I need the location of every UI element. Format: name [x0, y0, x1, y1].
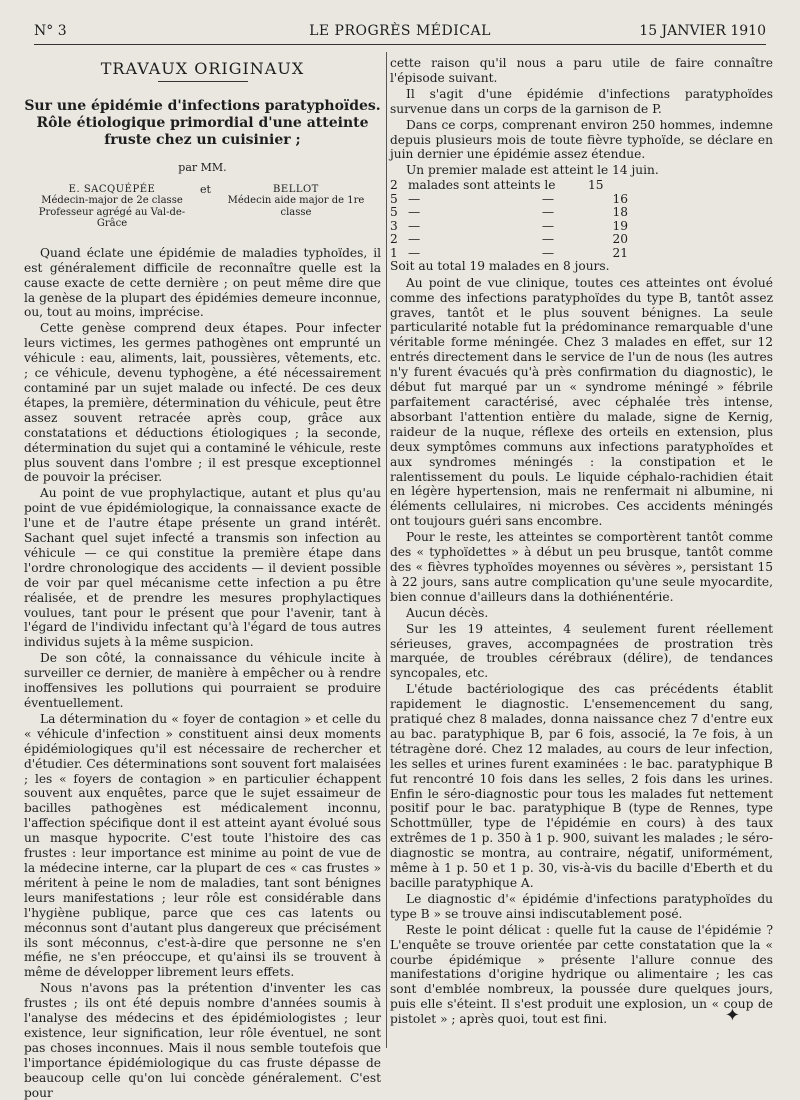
case-day: 20: [612, 232, 628, 247]
case-row: [390, 220, 773, 234]
paragraph: Quand éclate une épidémie de maladies typhoïdes, il est généralement difficile de reconnaître quelle est la cause exacte de cette dernière ; on peut même dire que la genèse de la plupart des épidémies demeure inconnue, ou, tout au moins, imprécise.: [24, 245, 381, 320]
case-text: malades sont atteints le: [408, 178, 556, 193]
column-divider: [386, 52, 387, 1048]
paragraph: Aucun décès.: [406, 605, 489, 620]
case-count: 2: [390, 178, 398, 193]
paragraph: Le diagnostic d'« épidémie d'infections paratyphoïdes du type B » se trouve ainsi indiscutablement posé.: [390, 891, 773, 921]
case-dash: —: [541, 218, 555, 233]
case-row: [390, 247, 773, 261]
case-row: [390, 193, 773, 207]
end-ornament-icon: ✦: [724, 1005, 740, 1026]
case-day: 18: [612, 205, 628, 220]
case-row: [390, 179, 773, 193]
case-dash: —: [408, 191, 421, 206]
paragraph: Nous n'avons pas la prétention d'inventer les cas frustes ; ils ont été depuis nombre d'années soumis à l'analyse des médecins et des épidémiologistes ; leur existence, leur signification, leur rôle éventuel, ne sont pas choses inconnues. Mais il nous semble toutefois que l'importance épidémiologique du cas fruste dépasse de beaucoup celle qu'on lui concède généralement. C'est pour: [24, 981, 381, 1100]
author-name: E. SACQUÉPÉE: [68, 183, 156, 195]
paragraph: De son côté, la connaissance du véhicule incite à surveiller ce dernier, de manière à empêcher ou à rendre inoffensives les pollutions qui pourraient se produire éventuellement.: [24, 651, 381, 710]
paragraph: Un premier malade est atteint le 14 juin.: [406, 163, 659, 178]
author-name: BELLOT: [273, 183, 319, 195]
journal-title: LE PROGRÈS MÉDICAL: [309, 23, 491, 39]
paragraph: Au point de vue prophylactique, autant et plus qu'au point de vue épidémiologique, la connaissance exacte de l'une et de l'autre étape présente un grand intérêt. Sachant quel sujet infecté a transmis son infection au véhicule — ce qui constitue la première étape dans l'ordre chronologique des accidents — il devient possible de voir par quel mécanisme cette infection a pu être réalisée, et de prendre les mesures prophylactiques voulues, tant pour le présent que pour l'avenir, tant à l'égard de l'individu infectant qu'à l'égard de tous autres individus sujets à la même suspicion.: [24, 486, 381, 650]
author-title: Professeur agrégé au Val-de-Grâce: [38, 206, 186, 230]
author-rank: Médecin aide major de 1re classe: [227, 195, 365, 218]
authors: [24, 184, 381, 230]
case-dash: —: [541, 191, 555, 206]
issue-number: N° 3: [34, 23, 67, 39]
case-row: [390, 233, 773, 247]
running-header: [34, 18, 766, 45]
case-dash: —: [408, 205, 421, 220]
case-dash: —: [541, 245, 555, 260]
section-title: TRAVAUX ORIGINAUX: [100, 59, 305, 78]
paragraph: Sur les 19 atteintes, 4 seulement furent réellement sérieuses, graves, accompagnées de prostration très marquée, de troubles cérébraux (délire), de tendances syncopales, etc.: [390, 621, 773, 681]
paragraph: Pour le reste, les atteintes se comportèrent tantôt comme des « typhoïdettes » à début un peu brusque, tantôt comme des « fièvres typhoïdes moyennes ou sévères », persistant 15 à 22 jours, sans autre complication qu'une seule myocardite, bien connue d'ailleurs dans la dothiénentérie.: [390, 530, 773, 604]
case-row: [390, 206, 773, 220]
case-count: 5: [390, 191, 398, 206]
author-sacquepee: [24, 184, 200, 230]
paragraph-continuation: cette raison qu'il nous a paru utile de faire connaître l'épisode suivant.: [390, 56, 773, 85]
paragraph: Cette genèse comprend deux étapes. Pour infecter leurs victimes, les germes pathogènes ont emprunté un véhicule : eau, aliments, lait, poussières, vêtements, etc. ; ce véhicule, devenu typhogène, a été nécessairement contaminé par un sujet malade ou infecté. De ces deux étapes, la première, détermination du véhicule, peut être assez souvent retracée après coup, grâce aux constatations et déductions étiologiques ; la seconde, détermination du sujet qui a contaminé le véhicule, reste plus souvent dans l'ombre ; il est presque exceptionnel de pouvoir la préciser.: [24, 321, 381, 485]
title-rule: [158, 81, 248, 82]
paragraph: L'étude bactériologique des cas précédents établit rapidement le diagnostic. L'ensemencement du sang, pratiqué chez 8 malades, donna naissance chez 7 d'entre eux au bac. paratyphique B, par 6 fois, associé, la 7e fois, à un tétragène doré. Chez 12 malades, au cours de leur infection, les selles et urines furent examinées : le bac. paratyphique B fut rencontré 10 fois dans les selles, 2 fois dans les urines. Enfin le séro-diagnostic pour tous les malades fut nettement positif pour le bac. paratyphique B (type de Rennes, type Schottmüller, type de l'épidémie en cours) à des taux extrêmes de 1 p. 350 à 1 p. 900, suivant les malades ; le séro-diagnostic se montra, au contraire, négatif, uniformément, même à 1 p. 50 et 1 p. 30, vis-à-vis du bacille d'Eberth et du bacille paratyphique A.: [390, 682, 773, 890]
case-day: 19: [612, 218, 628, 233]
byline: par MM.: [178, 160, 227, 174]
case-count: 3: [390, 218, 398, 233]
left-column: [24, 56, 381, 1100]
paragraph: Dans ce corps, comprenant environ 250 hommes, indemne depuis plusieurs mois de toute fièvre typhoïde, se déclare en juin dernier une épidémie assez étendue.: [390, 117, 773, 162]
case-dash: —: [408, 232, 421, 247]
case-day: 21: [612, 245, 628, 260]
author-bellot: [211, 184, 381, 230]
case-dash: —: [541, 232, 555, 247]
article-title: [24, 98, 381, 149]
case-day: 16: [612, 191, 628, 206]
paragraph: Il s'agit d'une épidémie d'infections paratyphoïdes survenue dans un corps de la garnison de P.: [390, 86, 773, 116]
author-separator: et: [199, 182, 211, 196]
case-count: 1: [390, 245, 398, 260]
case-total: Soit au total 19 malades en 8 jours.: [390, 259, 610, 274]
article-title-line: Rôle étiologique primordial d'une atteinte: [36, 114, 369, 131]
case-count: 2: [390, 232, 398, 247]
case-dash: —: [541, 205, 555, 220]
article-title-line: fruste chez un cuisinier ;: [104, 131, 301, 148]
author-rank: Médecin-major de 2e classe: [41, 195, 183, 207]
case-list: [390, 179, 773, 274]
case-dash: —: [408, 218, 421, 233]
right-column: [390, 56, 773, 1048]
paragraph: La détermination du « foyer de contagion » et celle du « véhicule d'infection » constituent ainsi deux moments épidémiologiques qu'il est nécessaire de rechercher et d'étudier. Ces déterminations sont souvent fort malaisées ; les « foyers de contagion » en particulier échappent souvent aux enquêtes, parce que le sujet essaimeur de bacilles pathogènes est médicalement inconnu, l'affection spécifique dont il est atteint ayant évolué sous un masque hypocrite. C'est toute l'histoire des cas frustes : leur importance est minime au point de vue de la médecine interne, car la plupart de ces « cas frustes » méritent à peine le nom de maladies, tant sont bénignes leurs manifestations ; leur rôle est considérable dans l'hygiène publique, parce que ces cas latents ou méconnus sont d'autant plus dangereux que précisément ils sont méconnus, c'est-à-dire que personne ne s'en méfie, ne s'en préoccupe, et qu'ainsi ils se trouvent à même de développer librement leurs effets.: [24, 711, 381, 980]
case-day: 15: [588, 178, 604, 193]
case-count: 5: [390, 205, 398, 220]
paragraph: Reste le point délicat : quelle fut la cause de l'épidémie ? L'enquête se trouve orientée par cette constatation que la « courbe épidémique » présente l'allure connue des manifestations d'origine hydrique ou alimentaire ; les cas sont d'emblée nombreux, la poussée dure quelques jours, puis elle s'éteint. Il s'est produit une explosion, un « coup de pistolet » ; après quoi, tout est fini.: [390, 922, 773, 1027]
case-dash: —: [408, 245, 421, 260]
paragraph: Au point de vue clinique, toutes ces atteintes ont évolué comme des infections paratyphoïdes du type B, tantôt assez graves, tantôt et le plus souvent bénignes. La seule particularité notable fut la prédominance remarquable d'une véritable forme méningée. Chez 3 malades en effet, sur 12 entrés directement dans le service de l'un de nous (les autres n'y furent évacués qu'à près confirmation du diagnostic), le début fut marqué par un « syndrome méningé » fébrile parfaitement caractérisé, avec céphalée très intense, absorbant l'attention entière du malade, signe de Kernig, raideur de la nuque, réflexe des orteils en extension, plus deux symptômes communs aux infections paratyphoïdes et aux syndromes méningés : la constipation et le ralentissement du pouls. Le liquide céphalo-rachidien était en légère hypertension, mais ne renfermait ni albumine, ni éléments cellulaires, ni microbes. Ces accidents méningés ont toujours guéri sans encombre.: [390, 275, 773, 529]
article-title-line: Sur une épidémie d'infections paratyphoïdes.: [24, 97, 381, 114]
issue-date: 15 JANVIER 1910: [639, 23, 766, 39]
